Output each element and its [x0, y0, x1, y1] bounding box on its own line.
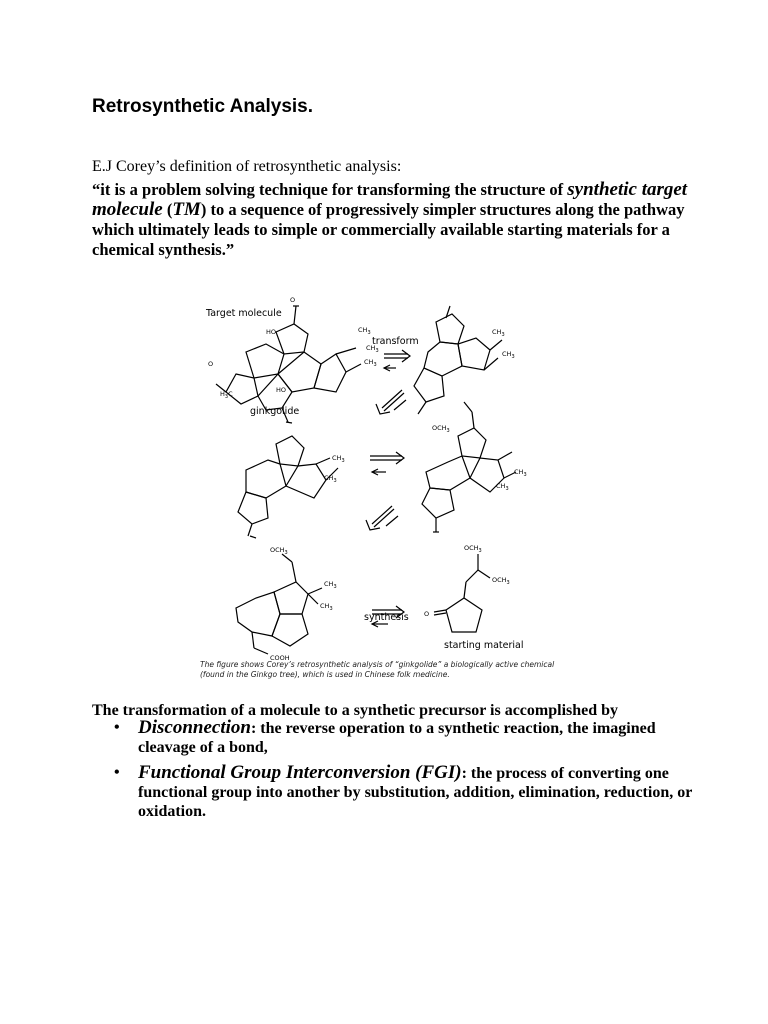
- atom-label-ho: HO: [276, 386, 287, 394]
- corey-definition-quote: [92, 180, 692, 260]
- starting-material-structure: [434, 554, 490, 632]
- atom-label-h3c: $H_3C$: [220, 390, 233, 400]
- atom-label-o: O: [208, 360, 214, 368]
- term-disconnection: Disconnection: [138, 717, 251, 738]
- intro-line: E.J Corey’s definition of retrosynthetic analysis:: [92, 158, 402, 175]
- quote-text-2: (: [162, 200, 173, 219]
- label-synthesis: synthesis: [364, 612, 409, 623]
- atom-label-och3: $OCH_3$: [270, 546, 288, 556]
- atom-label-ch3: $CH_3$: [514, 468, 527, 478]
- page-title: Retrosynthetic Analysis.: [92, 96, 314, 117]
- definition-fgi: : the process of converting one functional group into another by substitution, addition, elimination, reduction, or oxidation.: [138, 765, 693, 820]
- atom-label-ch3: $CH_3$: [366, 344, 379, 354]
- intermediate-structure-4: [236, 554, 322, 654]
- atom-label-ch3: $CH_3$: [496, 482, 509, 492]
- atom-label-ch3: $CH_3$: [502, 350, 515, 360]
- atom-label-och3: $OCH_3$: [432, 424, 450, 434]
- atom-label-cooh: COOH: [270, 654, 290, 662]
- atom-label-o: O: [290, 296, 296, 304]
- intermediate-structure-2: [238, 436, 338, 538]
- bullet-dot: •: [114, 719, 120, 736]
- atom-label-ch3: $CH_3$: [364, 358, 377, 368]
- list-item-fgi: [110, 763, 710, 821]
- intermediate-structure-3: [422, 402, 516, 532]
- label-transform: transform: [372, 336, 419, 347]
- atom-label-och3: $OCH_3$: [492, 576, 510, 586]
- method-list: [110, 718, 710, 827]
- atom-label-ch3: $CH_3$: [324, 580, 337, 590]
- atom-label-ch3: $CH_3$: [324, 474, 337, 484]
- transformation-lead: The transformation of a molecule to a synthetic precursor is accomplished by: [92, 702, 619, 719]
- bullet-dot: •: [114, 764, 120, 781]
- intermediate-structure-1: [414, 306, 502, 414]
- quote-emphasis-abbrev: TM: [172, 199, 201, 220]
- definition-disconnection: : the reverse operation to a synthetic reaction, the imagined cleavage of a bond,: [138, 720, 656, 756]
- atom-label-ch3: $CH_3$: [358, 326, 371, 336]
- atom-label-o: O: [424, 610, 430, 618]
- retro-arrows: [366, 350, 410, 627]
- retrosynthesis-figure: [196, 292, 576, 684]
- atom-label-ho: HO: [266, 328, 277, 336]
- atom-label-ch3: $CH_3$: [332, 454, 345, 464]
- atom-label-och3: $OCH_3$: [464, 544, 482, 554]
- list-item-disconnection: [110, 718, 710, 757]
- quote-emphasis-tm: synthetic target molecule: [92, 179, 688, 220]
- quote-text-1: “it is a problem solving technique for transforming the structure of: [92, 180, 568, 199]
- quote-text-3: ) to a sequence of progressively simpler structures along the pathway which ultimately leads to simple or commercially available starting materials for a chemical synthesis.”: [92, 200, 685, 259]
- label-ginkgolide: ginkgolide: [250, 406, 300, 417]
- label-starting-material: starting material: [444, 640, 524, 651]
- term-fgi: Functional Group Interconversion (FGI): [138, 762, 462, 783]
- atom-label-ch3: $CH_3$: [320, 602, 333, 612]
- label-target-molecule: Target molecule: [206, 308, 282, 319]
- atom-label-ch3: $CH_3$: [492, 328, 505, 338]
- figure-caption: The figure shows Corey’s retrosynthetic analysis of “ginkgolide” a biologically active chemical (found in the Ginkgo tree), which is used in Chinese folk medicine.: [200, 660, 555, 679]
